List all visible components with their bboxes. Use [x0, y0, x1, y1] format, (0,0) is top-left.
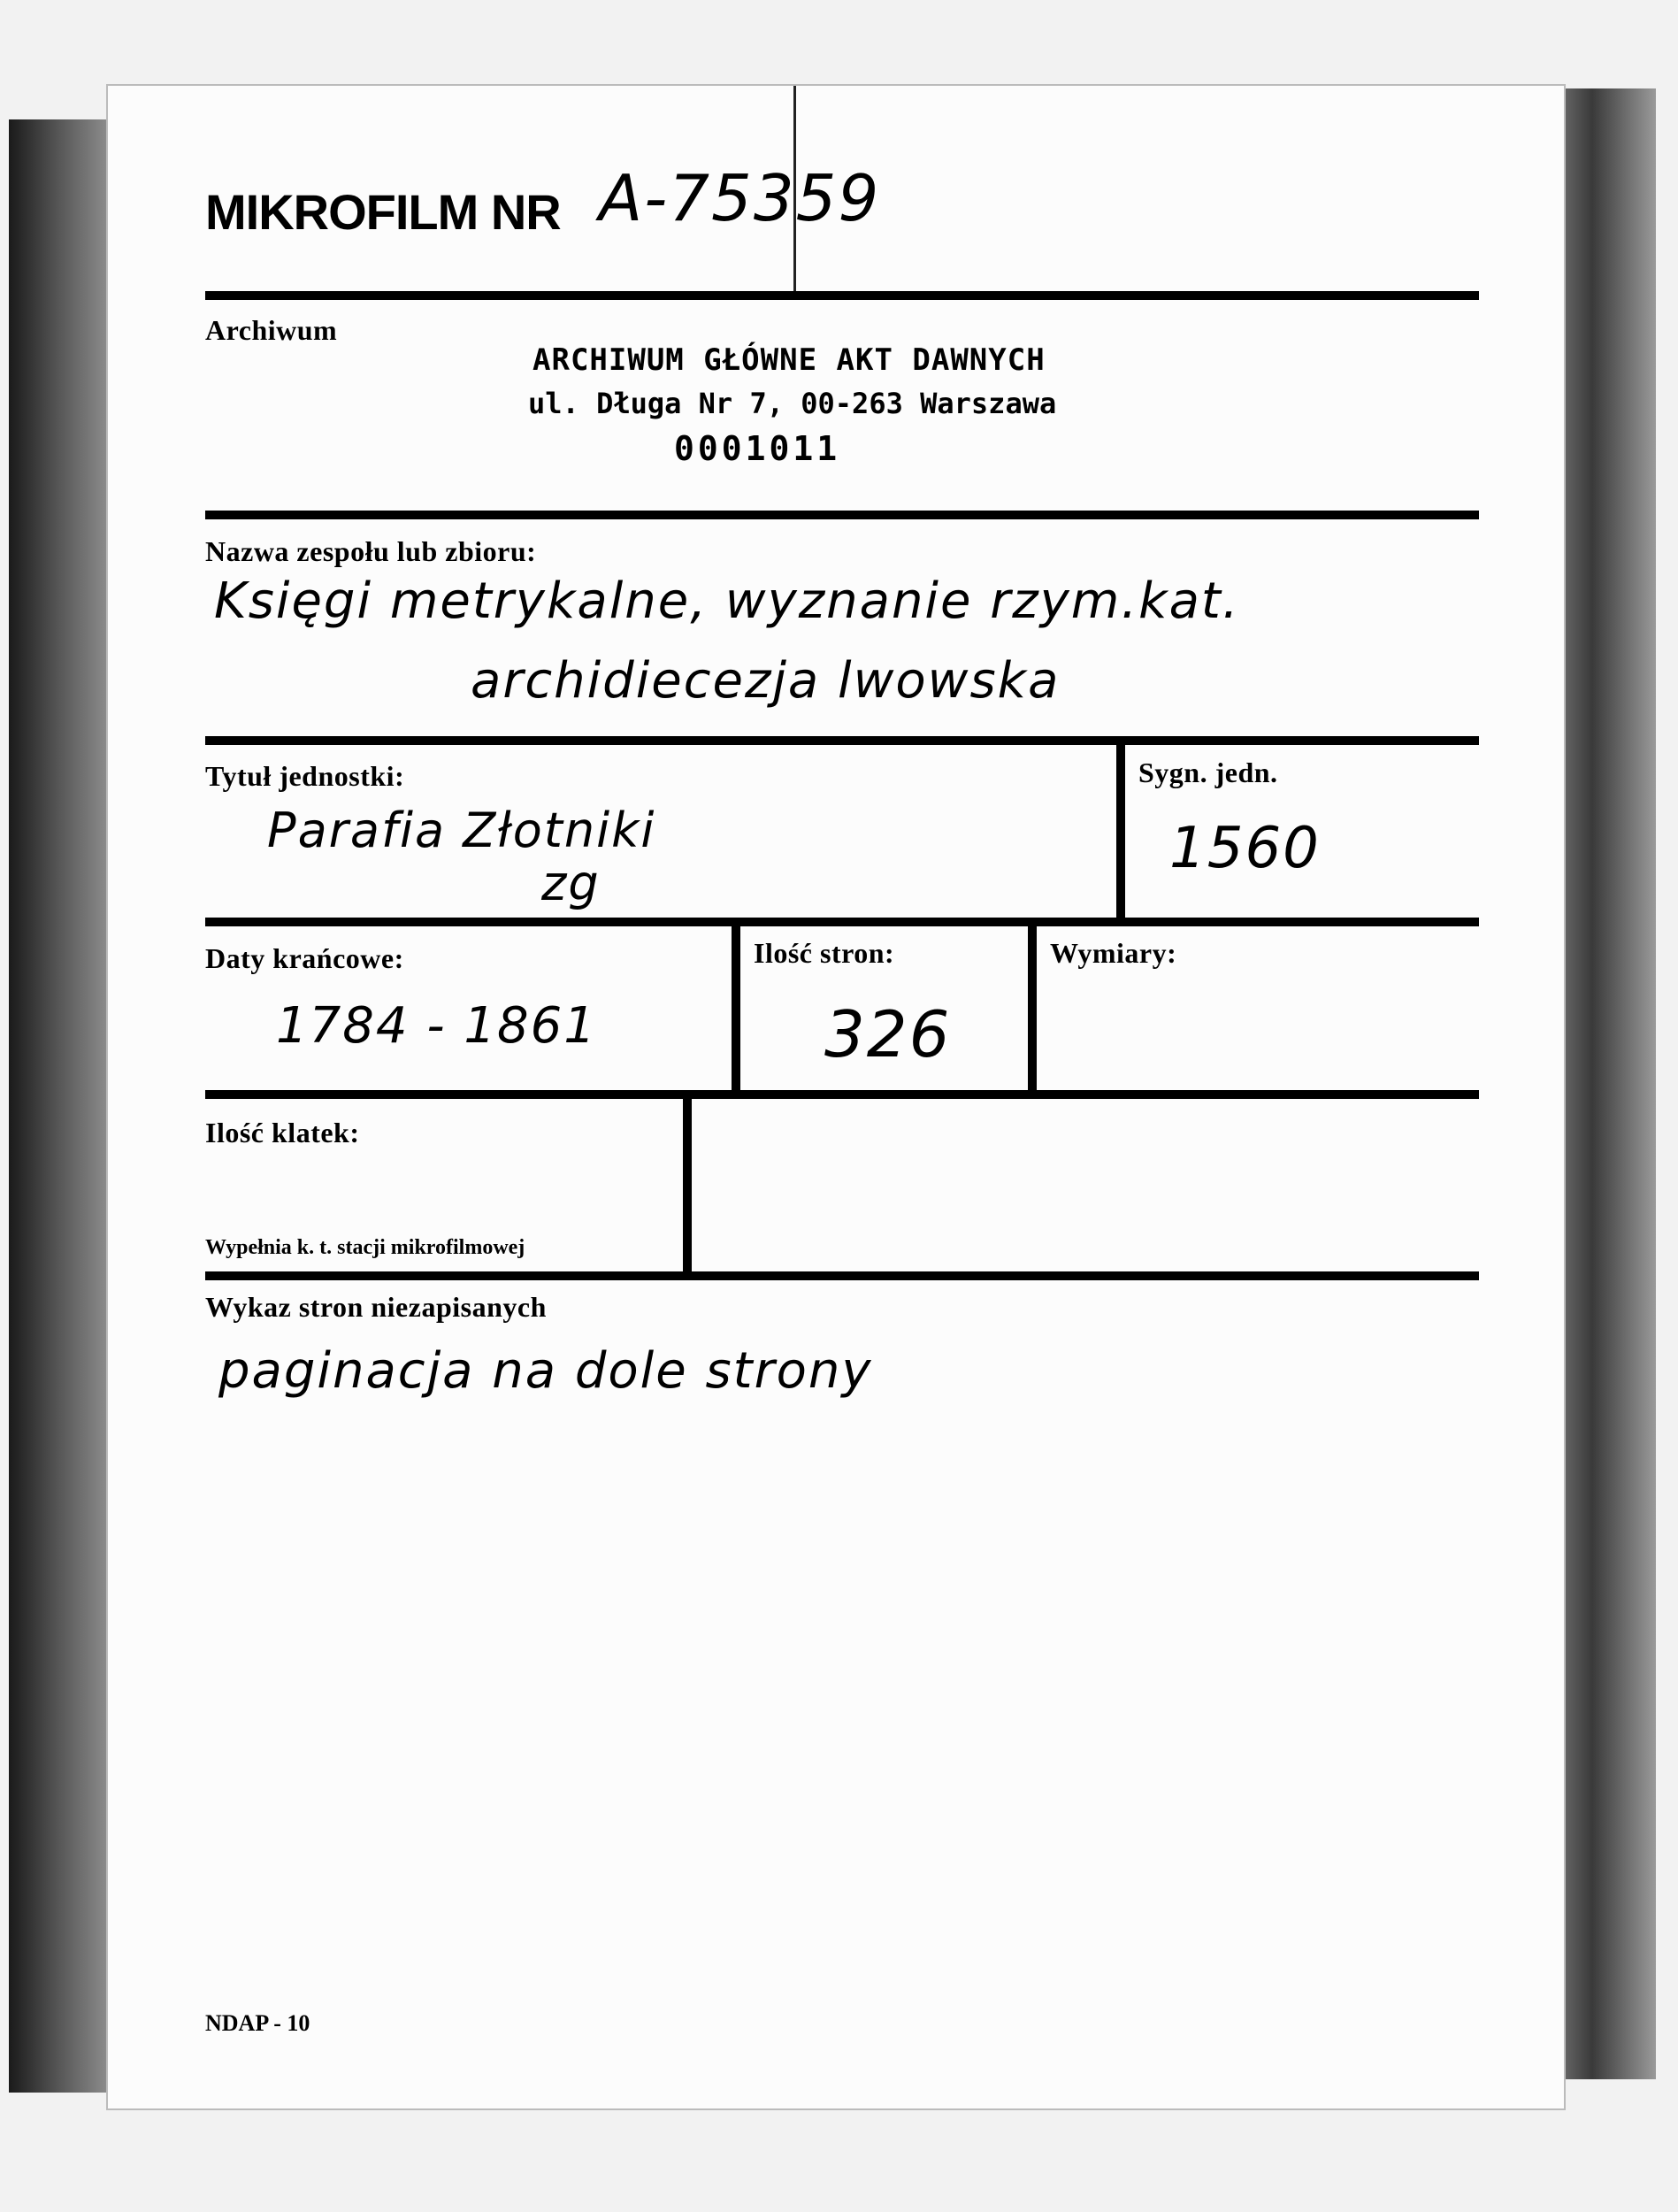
scan-shadow-left [9, 119, 106, 2093]
vrule-signature [1116, 741, 1125, 918]
vrule-dimensions [1028, 922, 1037, 1094]
archive-label: Archiwum [205, 314, 338, 346]
vrule-pages [732, 922, 740, 1094]
form-code: NDAP - 10 [205, 2010, 310, 2036]
scan-shadow-right [1550, 88, 1656, 2079]
dates-label: Daty krańcowe: [205, 942, 404, 974]
dates-value: 1784 - 1861 [276, 997, 597, 1055]
rule-dates [205, 918, 1479, 926]
fonds-label: Nazwa zespołu lub zbioru: [205, 535, 537, 567]
card-title [205, 183, 561, 241]
rule-fonds [205, 511, 1479, 519]
pages-value: 326 [824, 997, 952, 1071]
unit-title-line2: zg [541, 856, 601, 911]
rule-frames [205, 1090, 1479, 1099]
microfilm-card [106, 84, 1566, 2110]
vrule-frames [683, 1094, 692, 1271]
pages-label: Ilość stron: [754, 937, 895, 969]
unit-title-label: Tytuł jednostki: [205, 760, 405, 792]
archive-stamp-line3: 0001011 [674, 429, 841, 468]
archive-stamp-line1: ARCHIWUM GŁÓWNE AKT DAWNYCH [533, 342, 1046, 378]
rule-blank-pages [205, 1271, 1479, 1280]
title-label: MIKROFILM NR [205, 184, 561, 240]
fonds-value-line2: archidiecezja lwowska [471, 652, 1061, 710]
archive-stamp-line2: ul. Długa Nr 7, 00-263 Warszawa [528, 387, 1057, 420]
fonds-value-line1: Księgi metrykalne, wyznanie rzym.kat. [214, 572, 1240, 630]
blank-pages-label: Wykaz stron niezapisanych [205, 1291, 547, 1323]
signature-label: Sygn. jedn. [1138, 757, 1278, 788]
frames-label: Ilość klatek: [205, 1117, 360, 1148]
signature-value: 1560 [1169, 816, 1321, 881]
dimensions-label: Wymiary: [1050, 937, 1177, 969]
unit-title-line1: Parafia Złotniki [267, 803, 656, 858]
microfilm-number: A-75359 [599, 161, 881, 235]
rule-top [205, 291, 1479, 300]
frames-note: Wypełnia k. t. stacji mikrofilmowej [205, 1236, 525, 1259]
rule-unit [205, 736, 1479, 745]
blank-pages-value: paginacja na dole strony [218, 1342, 873, 1400]
